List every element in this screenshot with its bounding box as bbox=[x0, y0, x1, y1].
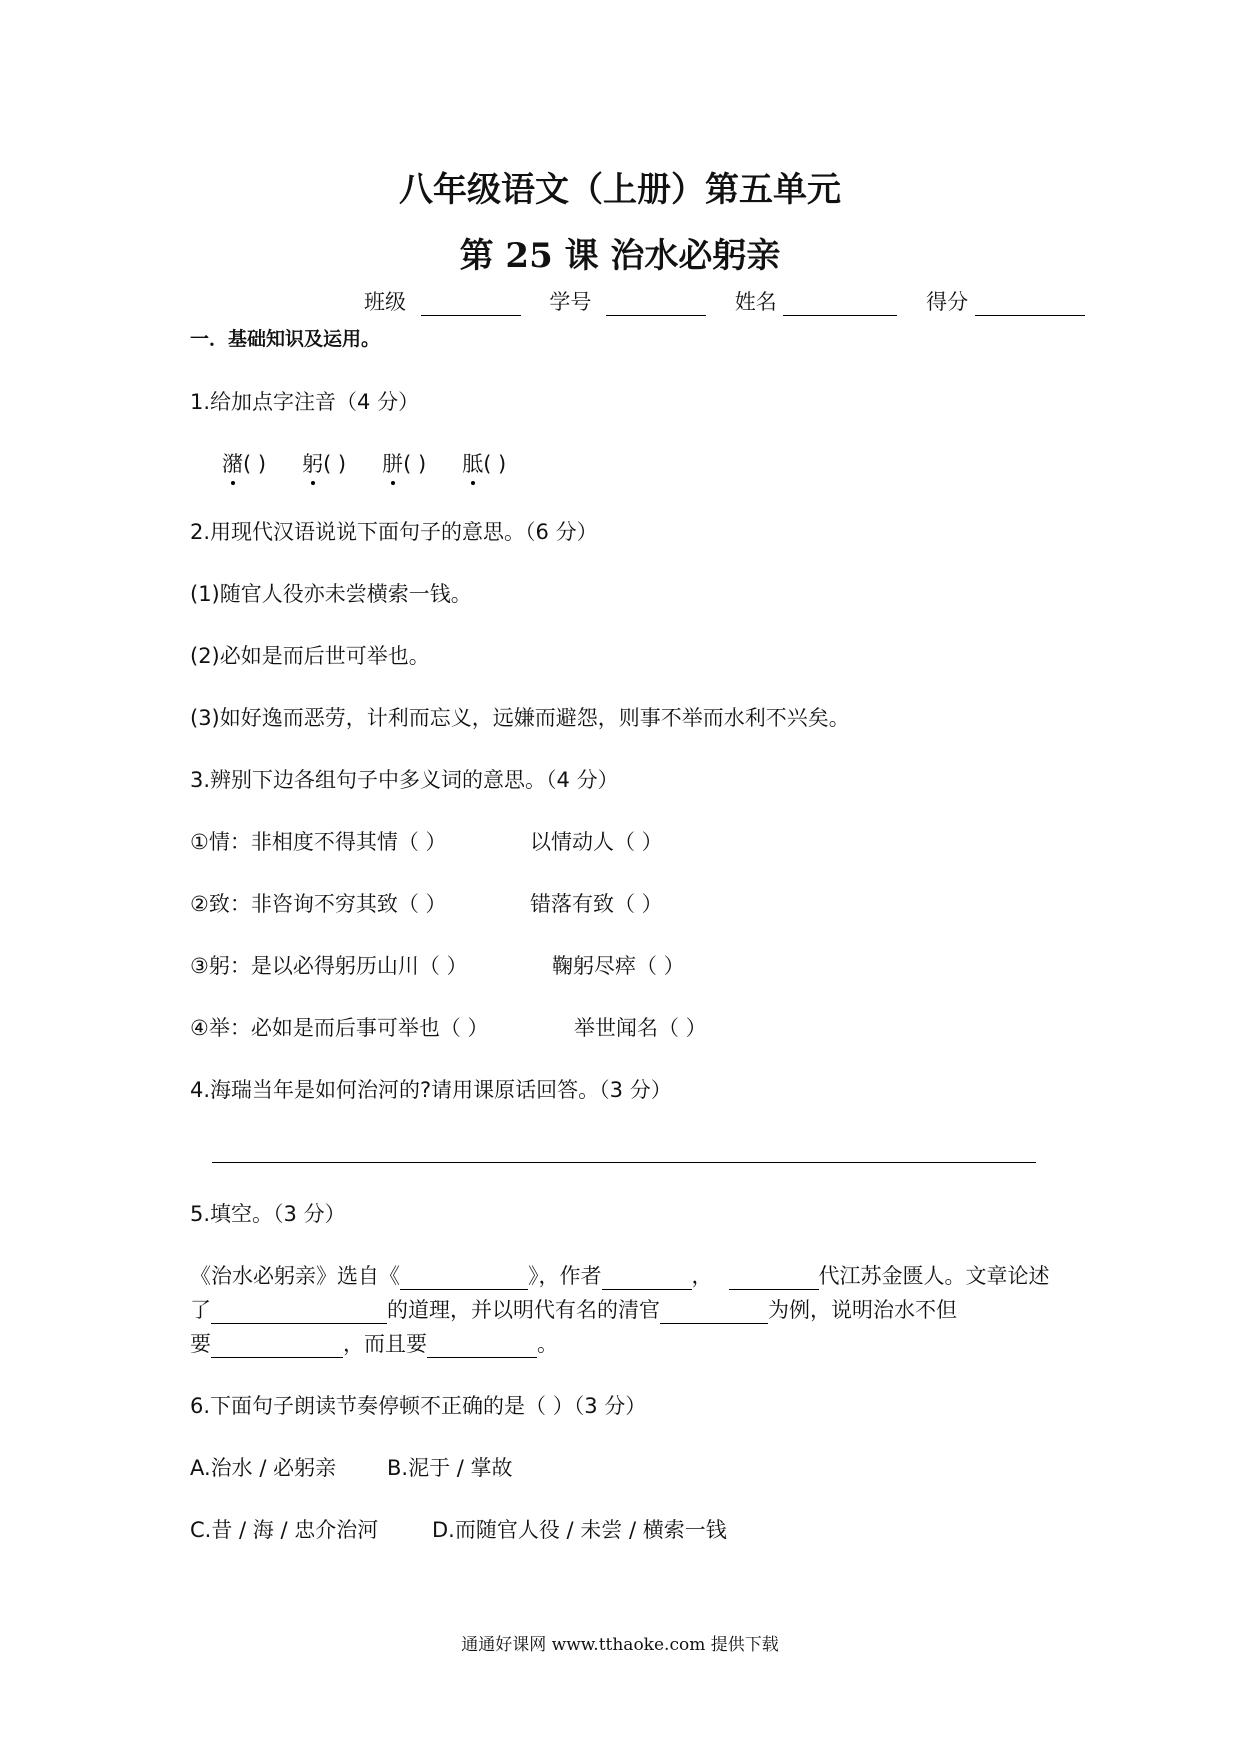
q5-blank-dynasty[interactable] bbox=[729, 1267, 819, 1290]
q1-paren-3[interactable]: ( ) bbox=[403, 452, 427, 476]
number-label: 学号 bbox=[549, 290, 592, 314]
class-label: 班级 bbox=[364, 290, 406, 314]
q5-blank-second[interactable] bbox=[427, 1335, 537, 1358]
q5-text-10: 。 bbox=[537, 1332, 558, 1356]
q5-line-3 bbox=[190, 1328, 558, 1358]
q5-text-2: 》，作者 bbox=[528, 1264, 602, 1288]
q5-blank-principle[interactable] bbox=[211, 1301, 387, 1324]
q3-row-3-a: ③躬：是以必得躬历山川（ ） bbox=[190, 954, 468, 978]
q3-row-2-b: 错落有致（ ） bbox=[530, 892, 663, 916]
q5-text-9: ，而且要 bbox=[343, 1332, 427, 1356]
q1-char-1: 潴 bbox=[222, 448, 243, 478]
section-heading: 一．基础知识及运用。 bbox=[190, 328, 381, 350]
q6-option-b[interactable]: B.泥于 / 掌故 bbox=[387, 1456, 513, 1480]
q5-blank-official[interactable] bbox=[660, 1301, 768, 1324]
q4-prompt: 4.海瑞当年是如何治河的?请用课原话回答。（3 分） bbox=[190, 1078, 672, 1102]
q5-text-4: 代江苏金匮人。文章论述 bbox=[818, 1264, 1050, 1288]
number-blank[interactable] bbox=[606, 293, 706, 316]
q1-items bbox=[222, 448, 506, 478]
q3-row-1-b: 以情动人（ ） bbox=[530, 830, 663, 854]
name-label: 姓名 bbox=[734, 290, 777, 314]
q1-char-2: 躬 bbox=[302, 448, 323, 478]
q5-line-2 bbox=[190, 1294, 957, 1324]
q3-row-1-a: ①情：非相度不得其情（ ） bbox=[190, 830, 447, 854]
q5-text-7: 为例，说明治水不但 bbox=[768, 1298, 957, 1322]
q6-option-a[interactable]: A.治水 / 必躬亲 bbox=[190, 1456, 337, 1480]
q1-paren-2[interactable]: ( ) bbox=[323, 452, 347, 476]
lesson-title: 第 25 课 治水必躬亲 bbox=[459, 236, 781, 276]
q1-prompt: 1.给加点字注音（4 分） bbox=[190, 390, 420, 414]
q5-text-5: 了 bbox=[190, 1298, 211, 1322]
q5-prompt: 5.填空。（3 分） bbox=[190, 1202, 346, 1226]
q3-row-4-b: 举世闻名（ ） bbox=[574, 1016, 707, 1040]
q2-sentence-1: (1)随官人役亦未尝横索一钱。 bbox=[190, 582, 472, 606]
q5-text-8: 要 bbox=[190, 1332, 211, 1356]
q5-blank-source[interactable] bbox=[400, 1267, 528, 1290]
q1-paren-1[interactable]: ( ) bbox=[243, 452, 267, 476]
info-line bbox=[364, 286, 1085, 316]
q2-prompt: 2.用现代汉语说说下面句子的意思。（6 分） bbox=[190, 520, 598, 544]
q3-row-3-b: 鞠躬尽瘁（ ） bbox=[552, 954, 685, 978]
q5-line-1 bbox=[190, 1260, 1050, 1290]
q1-paren-4[interactable]: ( ) bbox=[483, 452, 507, 476]
page-title: 八年级语文（上册）第五单元 bbox=[399, 170, 841, 210]
q3-prompt: 3.辨别下边各组句子中多义词的意思。（4 分） bbox=[190, 768, 619, 792]
q1-char-3: 胼 bbox=[382, 448, 403, 478]
q2-sentence-2: (2)必如是而后世可举也。 bbox=[190, 644, 430, 668]
q5-text-3: ， bbox=[691, 1264, 713, 1288]
class-blank[interactable] bbox=[421, 293, 521, 316]
name-blank[interactable] bbox=[783, 293, 897, 316]
q3-row-2-a: ②致：非咨询不穷其致（ ） bbox=[190, 892, 447, 916]
score-label: 得分 bbox=[926, 290, 969, 314]
q5-blank-author[interactable] bbox=[602, 1267, 692, 1290]
q1-char-4: 胝 bbox=[462, 448, 483, 478]
q6-prompt: 6.下面句子朗读节奏停顿不正确的是（ ）（3 分） bbox=[190, 1394, 647, 1418]
footer-text: 通通好课网 www.tthaoke.com 提供下载 bbox=[461, 1635, 779, 1655]
q4-answer-line[interactable] bbox=[212, 1162, 1036, 1163]
q5-blank-first[interactable] bbox=[211, 1335, 343, 1358]
q6-option-c[interactable]: C.昔 / 海 / 忠介治河 bbox=[190, 1518, 379, 1542]
score-blank[interactable] bbox=[975, 293, 1085, 316]
q6-option-d[interactable]: D.而随官人役 / 未尝 / 横索一钱 bbox=[432, 1518, 727, 1542]
q3-row-4-a: ④举：必如是而后事可举也（ ） bbox=[190, 1016, 489, 1040]
q5-text-6: 的道理，并以明代有名的清官 bbox=[387, 1298, 660, 1322]
q5-text-1: 《治水必躬亲》选自《 bbox=[190, 1264, 400, 1288]
q2-sentence-3: (3)如好逸而恶劳，计利而忘义，远嫌而避怨，则事不举而水利不兴矣。 bbox=[190, 706, 850, 730]
